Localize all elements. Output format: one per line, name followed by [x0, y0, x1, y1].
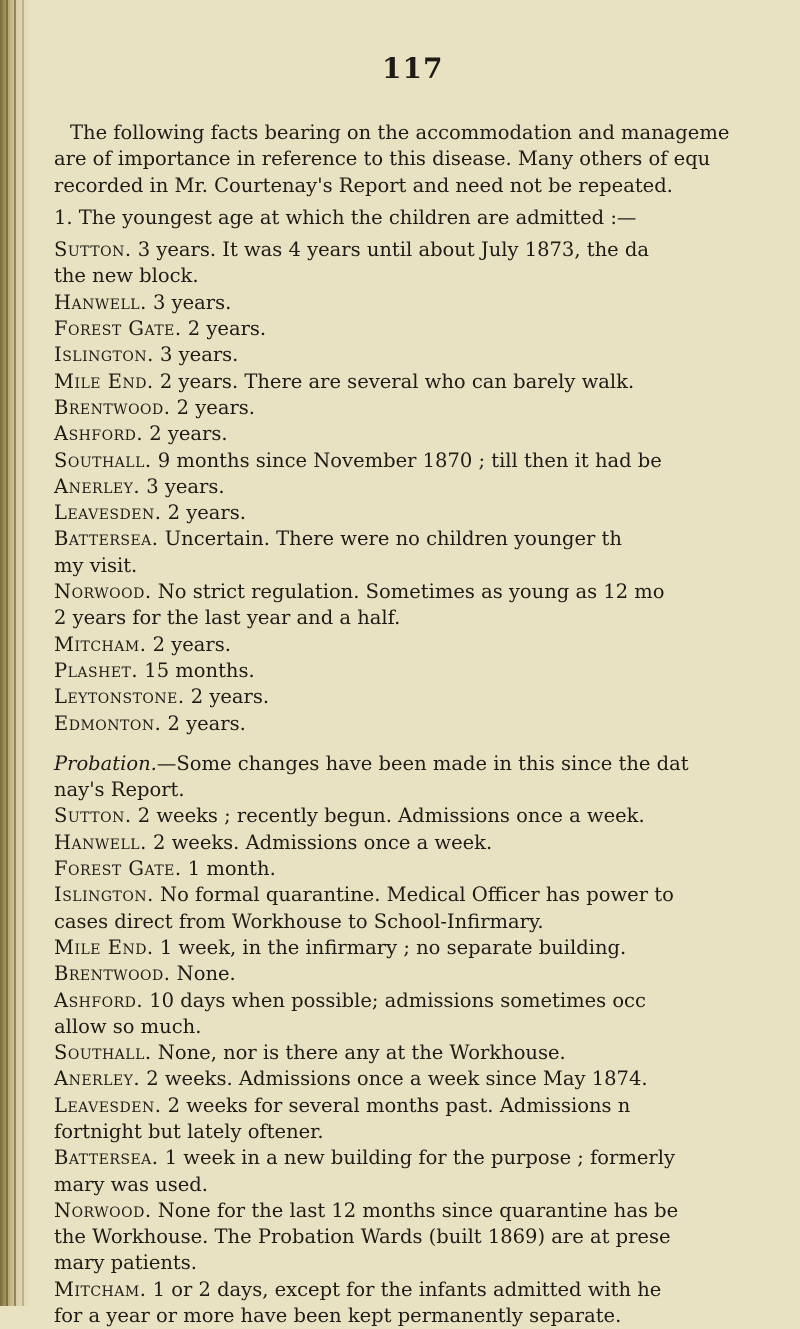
- entry-text: mary patients.: [54, 1251, 197, 1275]
- place-name: Southall.: [54, 1041, 152, 1065]
- entry-text: 1 or 2 days, except for the infants admitted with he: [146, 1277, 662, 1301]
- list-entry-continuation: [54, 1303, 800, 1329]
- entry-text: 2 years.: [181, 317, 267, 341]
- place-name: Islington.: [54, 883, 154, 907]
- list-entry: [54, 1198, 800, 1224]
- entry-text: cases direct from Workhouse to School-Infirmary.: [54, 909, 544, 933]
- place-name: Southall.: [54, 448, 152, 472]
- list-entry: [54, 1066, 800, 1092]
- entry-text: 2 years.: [161, 711, 246, 735]
- page-number: 117: [382, 52, 444, 85]
- entry-text: for a year or more have been kept permanently separate.: [54, 1304, 622, 1328]
- place-name: Battersea.: [54, 1146, 159, 1170]
- entry-text: my visit.: [54, 553, 138, 577]
- place-name: Norwood.: [54, 580, 152, 604]
- list-entry-continuation: [54, 263, 800, 289]
- entry-text: 10 days when possible; admissions sometimes occ: [143, 988, 646, 1012]
- entry-text: 2 years.: [143, 422, 228, 446]
- list-entry-continuation: [54, 909, 800, 935]
- list-entry-continuation: [54, 553, 800, 579]
- youngest-age-list: [54, 237, 800, 737]
- list-entry: [54, 1277, 800, 1303]
- entry-text: 2 weeks. Admissions once a week.: [146, 830, 493, 854]
- place-name: Brentwood.: [54, 962, 171, 986]
- entry-text: 1 month.: [181, 857, 276, 881]
- entry-text: 1 week in a new building for the purpose ; formerly: [158, 1146, 675, 1170]
- entry-text: 9 months since November 1870 ; till then it had be: [151, 448, 662, 472]
- list-entry: [54, 988, 800, 1014]
- entry-text: 2 weeks for several months past. Admissions n: [161, 1093, 631, 1117]
- list-entry-continuation: [54, 605, 800, 631]
- place-name: Brentwood.: [54, 395, 171, 419]
- place-name: Hanwell.: [54, 290, 147, 314]
- place-name: Sutton.: [54, 238, 132, 262]
- probation-text: —Some changes have been made in this since the dat: [156, 751, 689, 775]
- list-entry: [54, 803, 800, 829]
- list-entry: [54, 237, 800, 263]
- entry-text: 2 years.: [170, 395, 255, 419]
- place-name: Forest Gate.: [54, 317, 182, 341]
- list-entry: [54, 1093, 800, 1119]
- list-entry: [54, 421, 800, 447]
- place-name: Norwood.: [54, 1198, 152, 1222]
- list-entry: [54, 935, 800, 961]
- entry-text: 2 weeks ; recently begun. Admissions once a week.: [131, 804, 645, 828]
- list-entry: [54, 856, 800, 882]
- entry-text: 2 years for the last year and a half.: [54, 606, 401, 630]
- list-entry: [54, 1040, 800, 1066]
- entry-text: Uncertain. There were no children younger th: [158, 527, 622, 551]
- section1-heading: 1. The youngest age at which the children are admitted :—: [54, 205, 637, 229]
- entry-text: 2 years.: [161, 501, 246, 525]
- place-name: Sutton.: [54, 804, 132, 828]
- entry-text: allow so much.: [54, 1014, 202, 1038]
- list-entry-continuation: [54, 1014, 800, 1040]
- place-name: Anerley.: [54, 474, 141, 498]
- place-name: Plashet.: [54, 658, 139, 682]
- place-name: Leytonstone.: [54, 685, 185, 709]
- place-name: Anerley.: [54, 1067, 141, 1091]
- probation-paragraph: [54, 751, 800, 804]
- entry-text: 3 years.: [146, 290, 232, 314]
- list-entry: [54, 882, 800, 908]
- list-entry: [54, 369, 800, 395]
- entry-text: 3 years. It was 4 years until about July 1873, the da: [131, 238, 649, 262]
- entry-text: None, nor is there any at the Workhouse.: [151, 1041, 566, 1065]
- list-entry: [54, 500, 800, 526]
- probation-list: [54, 803, 800, 1329]
- list-entry: [54, 474, 800, 500]
- entry-text: 2 years.: [184, 685, 270, 709]
- list-entry: [54, 684, 800, 710]
- list-entry: [54, 316, 800, 342]
- entry-text: No strict regulation. Sometimes as young as 12 mo: [151, 580, 665, 604]
- list-entry-continuation: [54, 1172, 800, 1198]
- place-name: Mile End.: [54, 369, 154, 393]
- place-name: Edmonton.: [54, 711, 162, 735]
- entry-text: None for the last 12 months since quarantine has be: [151, 1198, 679, 1222]
- entry-text: the Workhouse. The Probation Wards (built 1869) are at prese: [54, 1225, 671, 1249]
- intro-line: are of importance in reference to this disease. Many others of equ: [54, 147, 711, 171]
- list-entry: [54, 579, 800, 605]
- entry-text: 15 months.: [138, 658, 255, 682]
- entry-text: mary was used.: [54, 1172, 208, 1196]
- list-entry: [54, 830, 800, 856]
- list-entry: [54, 711, 800, 737]
- place-name: Forest Gate.: [54, 857, 182, 881]
- place-name: Mitcham.: [54, 632, 147, 656]
- list-entry-continuation: [54, 1250, 800, 1276]
- list-entry: [54, 1145, 800, 1171]
- intro-paragraph: [54, 120, 800, 199]
- place-name: Ashford.: [54, 988, 144, 1012]
- entry-text: No formal quarantine. Medical Officer has power to: [153, 883, 674, 907]
- entry-text: the new block.: [54, 264, 199, 288]
- place-name: Leavesden.: [54, 1093, 162, 1117]
- entry-text: 2 years.: [146, 632, 231, 656]
- binding-line: [14, 0, 16, 1306]
- probation-heading: Probation.: [54, 751, 157, 775]
- place-name: Ashford.: [54, 422, 144, 446]
- binding-line: [22, 0, 24, 1306]
- intro-line: recorded in Mr. Courtenay's Report and need not be repeated.: [54, 173, 673, 197]
- probation-continuation: nay's Report.: [54, 778, 185, 802]
- entry-text: 3 years.: [153, 343, 239, 367]
- place-name: Islington.: [54, 343, 154, 367]
- entry-text: None.: [170, 962, 236, 986]
- place-name: Leavesden.: [54, 501, 162, 525]
- entry-text: 2 years. There are several who can barely walk.: [153, 369, 635, 393]
- list-entry: [54, 658, 800, 684]
- binding-line: [6, 0, 8, 1306]
- place-name: Hanwell.: [54, 830, 147, 854]
- place-name: Mitcham.: [54, 1277, 147, 1301]
- entry-text: 2 weeks. Admissions once a week since May 1874.: [140, 1067, 648, 1091]
- list-entry-continuation: [54, 1119, 800, 1145]
- entry-text: 1 week, in the infirmary ; no separate building.: [153, 935, 627, 959]
- list-entry: [54, 290, 800, 316]
- entry-text: fortnight but lately oftener.: [54, 1119, 324, 1143]
- place-name: Battersea.: [54, 527, 159, 551]
- place-name: Mile End.: [54, 935, 154, 959]
- list-entry: [54, 632, 800, 658]
- list-entry: [54, 961, 800, 987]
- list-entry-continuation: [54, 1224, 800, 1250]
- list-entry: [54, 395, 800, 421]
- entry-text: 3 years.: [140, 474, 225, 498]
- list-entry: [54, 342, 800, 368]
- intro-line: The following facts bearing on the accommodation and manageme: [70, 121, 730, 144]
- list-entry: [54, 526, 800, 552]
- page-body: [54, 120, 800, 1329]
- list-entry: [54, 448, 800, 474]
